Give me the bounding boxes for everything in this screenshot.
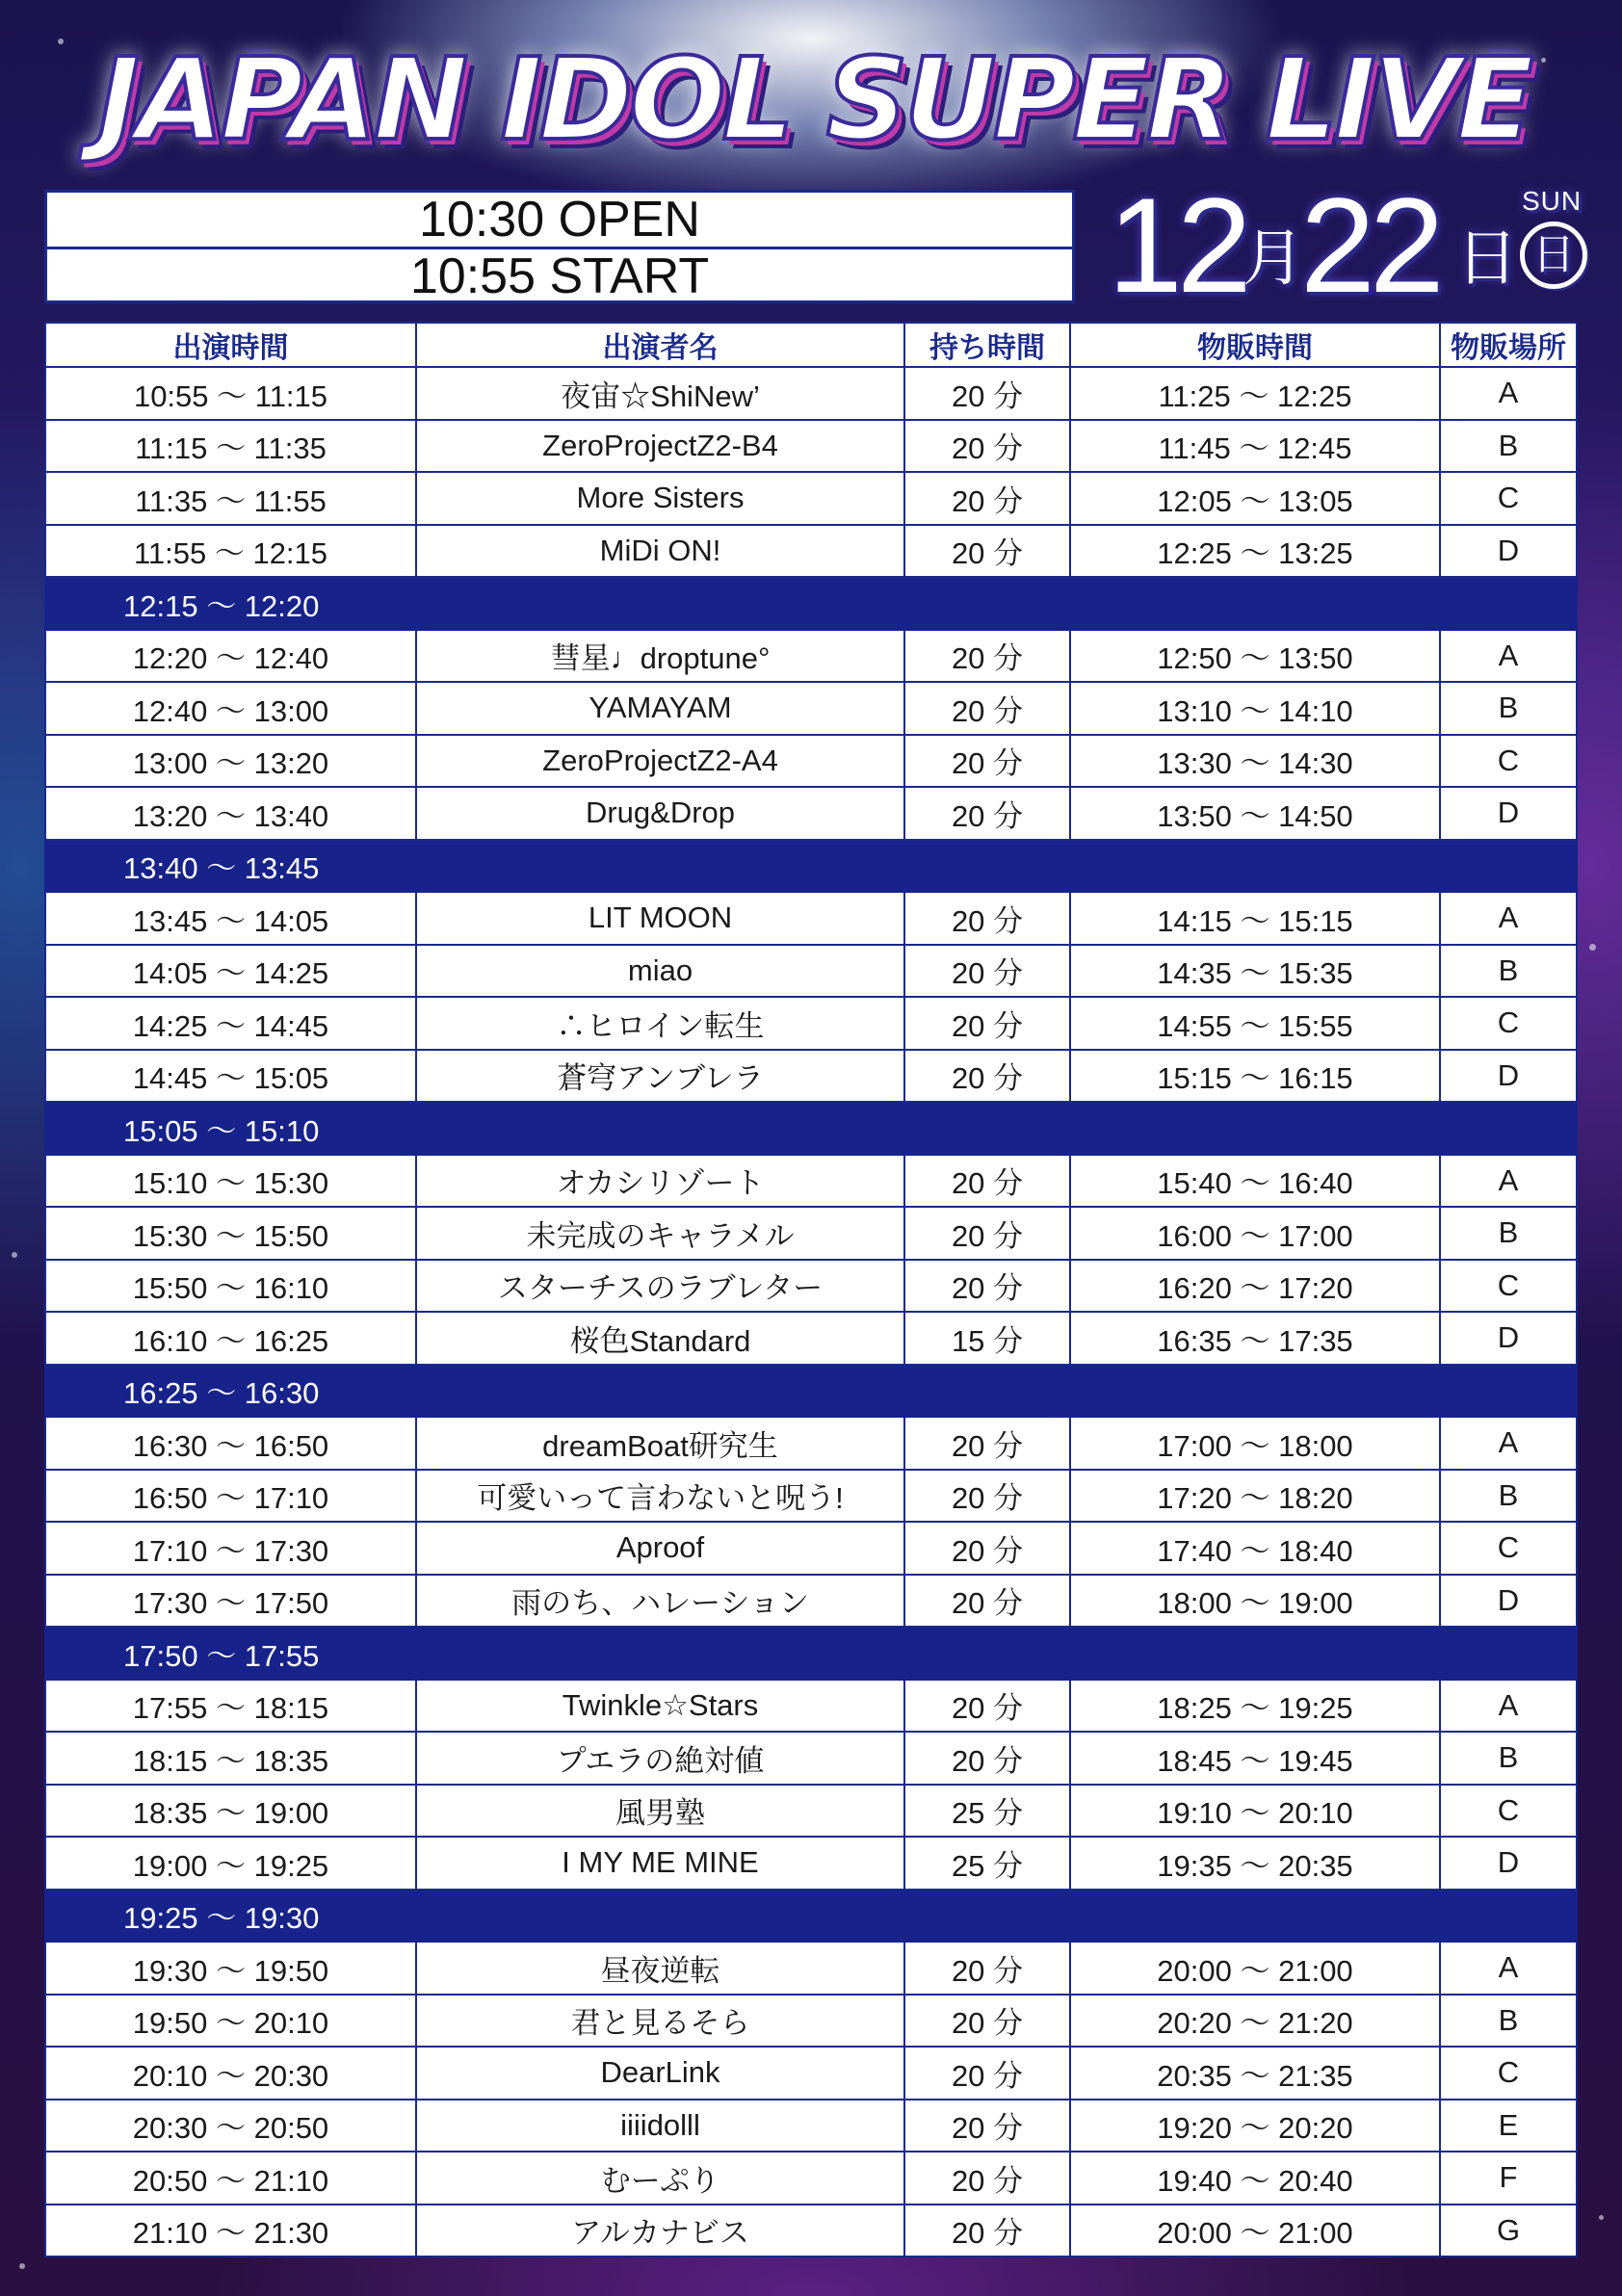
cell-duration: 15 分	[904, 1312, 1070, 1365]
date-day-unit: 日	[1456, 223, 1518, 293]
date-day: 22	[1300, 170, 1439, 321]
cell-merch-place: D	[1440, 1050, 1577, 1103]
cell-performer-name: オカシリゾート	[416, 1155, 904, 1208]
cell-merch-time: 13:10 〜 14:10	[1070, 682, 1440, 735]
cell-merch-place: D	[1440, 1312, 1577, 1365]
cell-performer-name: 未完成のキャラメル	[416, 1207, 904, 1260]
cell-merch-place: A	[1440, 367, 1577, 420]
cell-performer-name: 蒼穹アンブレラ	[416, 1050, 904, 1103]
cell-duration: 25 分	[904, 1837, 1070, 1890]
cell-performance-time: 14:25 〜 14:45	[45, 997, 416, 1050]
cell-merch-time: 19:20 〜 20:20	[1070, 2100, 1440, 2152]
break-row	[45, 840, 1577, 893]
break-row	[45, 1102, 1577, 1155]
cell-performance-time: 15:30 〜 15:50	[45, 1207, 416, 1260]
table-row	[45, 2047, 1577, 2100]
cell-performance-time: 20:10 〜 20:30	[45, 2047, 416, 2100]
cell-merch-place: B	[1440, 420, 1577, 473]
break-row	[45, 577, 1577, 630]
cell-merch-place: C	[1440, 1260, 1577, 1313]
cell-merch-time: 19:10 〜 20:10	[1070, 1785, 1440, 1838]
cell-merch-place: D	[1440, 787, 1577, 840]
cell-performance-time: 20:30 〜 20:50	[45, 2100, 416, 2152]
cell-duration: 20 分	[904, 1522, 1070, 1575]
table-row	[45, 472, 1577, 525]
cell-merch-time: 19:35 〜 20:35	[1070, 1837, 1440, 1890]
cell-duration: 20 分	[904, 1680, 1070, 1733]
cell-merch-place: A	[1440, 630, 1577, 683]
cell-duration: 20 分	[904, 2047, 1070, 2100]
table-row	[45, 1522, 1577, 1575]
table-row	[45, 1050, 1577, 1103]
table-row	[45, 892, 1577, 945]
cell-performance-time: 19:00 〜 19:25	[45, 1837, 416, 1890]
header-performer-name: 出演者名	[416, 323, 904, 367]
cell-performer-name: 風男塾	[416, 1785, 904, 1838]
cell-merch-place: B	[1440, 945, 1577, 998]
cell-performer-name: むーぷり	[416, 2152, 904, 2205]
cell-merch-time: 17:40 〜 18:40	[1070, 1522, 1440, 1575]
cell-duration: 20 分	[904, 1207, 1070, 1260]
table-row	[45, 1785, 1577, 1838]
cell-performer-name: スターチスのラブレター	[416, 1260, 904, 1313]
cell-merch-time: 13:30 〜 14:30	[1070, 735, 1440, 788]
cell-merch-time: 12:05 〜 13:05	[1070, 472, 1440, 525]
cell-merch-place: C	[1440, 1785, 1577, 1838]
cell-performer-name: Twinkle☆Stars	[416, 1680, 904, 1733]
cell-merch-time: 15:15 〜 16:15	[1070, 1050, 1440, 1103]
sparkle-decoration	[1599, 2215, 1604, 2220]
cell-merch-time: 20:20 〜 21:20	[1070, 1995, 1440, 2048]
cell-duration: 20 分	[904, 1995, 1070, 2048]
table-row	[45, 1312, 1577, 1365]
event-date	[1098, 170, 1599, 321]
cell-duration: 20 分	[904, 472, 1070, 525]
cell-merch-place: D	[1440, 1837, 1577, 1890]
cell-performance-time: 12:40 〜 13:00	[45, 682, 416, 735]
cell-duration: 25 分	[904, 1785, 1070, 1838]
cell-merch-place: B	[1440, 1995, 1577, 2048]
cell-duration: 20 分	[904, 892, 1070, 945]
cell-merch-time: 14:15 〜 15:15	[1070, 892, 1440, 945]
cell-performance-time: 19:30 〜 19:50	[45, 1942, 416, 1995]
cell-merch-place: B	[1440, 682, 1577, 735]
cell-performer-name: 彗星♩droptune°	[416, 630, 904, 683]
cell-duration: 20 分	[904, 1732, 1070, 1785]
cell-duration: 20 分	[904, 1155, 1070, 1208]
cell-performance-time: 12:20 〜 12:40	[45, 630, 416, 683]
cell-performance-time: 15:10 〜 15:30	[45, 1155, 416, 1208]
cell-merch-place: A	[1440, 1942, 1577, 1995]
cell-performer-name: More Sisters	[416, 472, 904, 525]
cell-merch-time: 19:40 〜 20:40	[1070, 2152, 1440, 2205]
cell-performance-time: 14:05 〜 14:25	[45, 945, 416, 998]
cell-merch-time: 17:00 〜 18:00	[1070, 1417, 1440, 1470]
cell-performer-name: Drug&Drop	[416, 787, 904, 840]
table-row	[45, 682, 1577, 735]
cell-performance-time: 18:35 〜 19:00	[45, 1785, 416, 1838]
cell-merch-time: 18:25 〜 19:25	[1070, 1680, 1440, 1733]
cell-performer-name: 君と見るそら	[416, 1995, 904, 2048]
timetable-body	[45, 367, 1577, 2257]
cell-performance-time: 13:00 〜 13:20	[45, 735, 416, 788]
cell-performance-time: 11:55 〜 12:15	[45, 525, 416, 578]
cell-merch-place: A	[1440, 1417, 1577, 1470]
cell-performance-time: 16:30 〜 16:50	[45, 1417, 416, 1470]
cell-performance-time: 11:35 〜 11:55	[45, 472, 416, 525]
cell-performer-name: プエラの絶対値	[416, 1732, 904, 1785]
cell-duration: 20 分	[904, 2152, 1070, 2205]
table-row	[45, 630, 1577, 683]
table-row	[45, 997, 1577, 1050]
cell-merch-place: A	[1440, 892, 1577, 945]
cell-performance-time: 17:10 〜 17:30	[45, 1522, 416, 1575]
cell-performer-name: MiDi ON!	[416, 525, 904, 578]
cell-duration: 20 分	[904, 1942, 1070, 1995]
break-time: 12:15 〜 12:20	[45, 577, 1577, 630]
cell-duration: 20 分	[904, 997, 1070, 1050]
table-row	[45, 1207, 1577, 1260]
cell-performer-name: ZeroProjectZ2-A4	[416, 735, 904, 788]
table-row	[45, 787, 1577, 840]
table-row	[45, 945, 1577, 998]
cell-merch-place: E	[1440, 2100, 1577, 2152]
cell-merch-place: B	[1440, 1470, 1577, 1523]
cell-merch-time: 17:20 〜 18:20	[1070, 1470, 1440, 1523]
break-time: 15:05 〜 15:10	[45, 1102, 1577, 1155]
table-row	[45, 2152, 1577, 2205]
cell-duration: 20 分	[904, 525, 1070, 578]
cell-duration: 20 分	[904, 1260, 1070, 1313]
cell-merch-time: 18:00 〜 19:00	[1070, 1575, 1440, 1628]
cell-merch-time: 11:45 〜 12:45	[1070, 420, 1440, 473]
break-row	[45, 1365, 1577, 1418]
cell-performer-name: Aproof	[416, 1522, 904, 1575]
cell-performer-name: 可愛いって言わないと呪う!	[416, 1470, 904, 1523]
cell-merch-time: 16:00 〜 17:00	[1070, 1207, 1440, 1260]
sparkle-decoration	[1589, 944, 1596, 951]
date-month: 12	[1108, 170, 1246, 321]
cell-merch-place: A	[1440, 1680, 1577, 1733]
table-row	[45, 1470, 1577, 1523]
cell-performer-name: DearLink	[416, 2047, 904, 2100]
cell-merch-time: 14:55 〜 15:55	[1070, 997, 1440, 1050]
cell-performance-time: 16:10 〜 16:25	[45, 1312, 416, 1365]
table-row	[45, 1155, 1577, 1208]
cell-performance-time: 19:50 〜 20:10	[45, 1995, 416, 2048]
cell-performer-name: ∴ヒロイン転生	[416, 997, 904, 1050]
cell-merch-place: C	[1440, 2047, 1577, 2100]
header-duration: 持ち時間	[904, 323, 1070, 367]
cell-merch-time: 15:40 〜 16:40	[1070, 1155, 1440, 1208]
cell-merch-time: 16:20 〜 17:20	[1070, 1260, 1440, 1313]
table-row	[45, 1575, 1577, 1628]
cell-performer-name: ZeroProjectZ2-B4	[416, 420, 904, 473]
cell-duration: 20 分	[904, 2205, 1070, 2257]
cell-performer-name: アルカナビス	[416, 2205, 904, 2257]
break-time: 13:40 〜 13:45	[45, 840, 1577, 893]
header-performance-time: 出演時間	[45, 323, 416, 367]
cell-merch-time: 20:00 〜 21:00	[1070, 1942, 1440, 1995]
cell-duration: 20 分	[904, 2100, 1070, 2152]
cell-merch-place: D	[1440, 1575, 1577, 1628]
table-row	[45, 1417, 1577, 1470]
table-row	[45, 1732, 1577, 1785]
break-time: 17:50 〜 17:55	[45, 1627, 1577, 1680]
break-row	[45, 1890, 1577, 1943]
cell-duration: 20 分	[904, 735, 1070, 788]
header-merch-time: 物販時間	[1070, 323, 1440, 367]
event-title: JAPAN IDOL SUPER LIVE	[97, 33, 1530, 166]
cell-merch-time: 18:45 〜 19:45	[1070, 1732, 1440, 1785]
cell-duration: 20 分	[904, 367, 1070, 420]
cell-merch-time: 13:50 〜 14:50	[1070, 787, 1440, 840]
table-header-row	[45, 323, 1577, 367]
cell-performance-time: 10:55 〜 11:15	[45, 367, 416, 420]
header-merch-place: 物販場所	[1440, 323, 1577, 367]
cell-merch-time: 14:35 〜 15:35	[1070, 945, 1440, 998]
cell-performer-name: miao	[416, 945, 904, 998]
table-row	[45, 420, 1577, 473]
table-row	[45, 735, 1577, 788]
date-month-unit: 月	[1243, 223, 1304, 293]
cell-merch-place: D	[1440, 525, 1577, 578]
cell-duration: 20 分	[904, 420, 1070, 473]
table-row	[45, 2100, 1577, 2152]
break-time: 16:25 〜 16:30	[45, 1365, 1577, 1418]
table-row	[45, 1837, 1577, 1890]
cell-performance-time: 17:55 〜 18:15	[45, 1680, 416, 1733]
cell-performance-time: 11:15 〜 11:35	[45, 420, 416, 473]
cell-duration: 20 分	[904, 1417, 1070, 1470]
cell-duration: 20 分	[904, 945, 1070, 998]
cell-performance-time: 18:15 〜 18:35	[45, 1732, 416, 1785]
cell-performance-time: 20:50 〜 21:10	[45, 2152, 416, 2205]
cell-merch-time: 20:35 〜 21:35	[1070, 2047, 1440, 2100]
cell-merch-place: C	[1440, 1522, 1577, 1575]
cell-merch-place: A	[1440, 1155, 1577, 1208]
cell-merch-place: F	[1440, 2152, 1577, 2205]
cell-performance-time: 21:10 〜 21:30	[45, 2205, 416, 2257]
cell-merch-time: 12:25 〜 13:25	[1070, 525, 1440, 578]
table-row	[45, 1942, 1577, 1995]
cell-merch-place: B	[1440, 1207, 1577, 1260]
cell-performance-time: 15:50 〜 16:10	[45, 1260, 416, 1313]
table-row	[45, 1260, 1577, 1313]
open-start-box	[44, 190, 1075, 303]
timetable	[44, 322, 1578, 2257]
sparkle-decoration	[12, 1252, 17, 1258]
date-weekday-en: SUN	[1522, 186, 1583, 216]
break-row	[45, 1627, 1577, 1680]
cell-performer-name: LIT MOON	[416, 892, 904, 945]
cell-performance-time: 13:45 〜 14:05	[45, 892, 416, 945]
cell-merch-place: B	[1440, 1732, 1577, 1785]
cell-duration: 20 分	[904, 682, 1070, 735]
table-row	[45, 367, 1577, 420]
cell-performance-time: 16:50 〜 17:10	[45, 1470, 416, 1523]
date-weekday-jp: 日	[1520, 222, 1587, 289]
cell-merch-time: 20:00 〜 21:00	[1070, 2205, 1440, 2257]
cell-duration: 20 分	[904, 1470, 1070, 1523]
cell-duration: 20 分	[904, 630, 1070, 683]
cell-performance-time: 13:20 〜 13:40	[45, 787, 416, 840]
cell-merch-time: 12:50 〜 13:50	[1070, 630, 1440, 683]
cell-performer-name: I MY ME MINE	[416, 1837, 904, 1890]
cell-performer-name: 昼夜逆転	[416, 1942, 904, 1995]
cell-merch-time: 11:25 〜 12:25	[1070, 367, 1440, 420]
cell-merch-place: G	[1440, 2205, 1577, 2257]
cell-performer-name: 雨のち、ハレーション	[416, 1575, 904, 1628]
cell-merch-place: C	[1440, 735, 1577, 788]
table-row	[45, 2205, 1577, 2257]
cell-duration: 20 分	[904, 1575, 1070, 1628]
cell-duration: 20 分	[904, 1050, 1070, 1103]
cell-merch-place: C	[1440, 472, 1577, 525]
cell-performer-name: 夜宙☆ShiNew’	[416, 367, 904, 420]
table-row	[45, 1995, 1577, 2048]
start-time: 10:55 START	[47, 247, 1072, 303]
break-time: 19:25 〜 19:30	[45, 1890, 1577, 1943]
cell-performer-name: iiiidolll	[416, 2100, 904, 2152]
cell-duration: 20 分	[904, 787, 1070, 840]
cell-performer-name: dreamBoat研究生	[416, 1417, 904, 1470]
table-row	[45, 1680, 1577, 1733]
cell-performer-name: YAMAYAM	[416, 682, 904, 735]
cell-merch-time: 16:35 〜 17:35	[1070, 1312, 1440, 1365]
cell-performance-time: 14:45 〜 15:05	[45, 1050, 416, 1103]
cell-performer-name: 桜色Standard	[416, 1312, 904, 1365]
table-row	[45, 525, 1577, 578]
sparkle-decoration	[19, 2263, 25, 2269]
cell-merch-place: C	[1440, 997, 1577, 1050]
cell-performance-time: 17:30 〜 17:50	[45, 1575, 416, 1628]
open-time: 10:30 OPEN	[419, 192, 700, 248]
